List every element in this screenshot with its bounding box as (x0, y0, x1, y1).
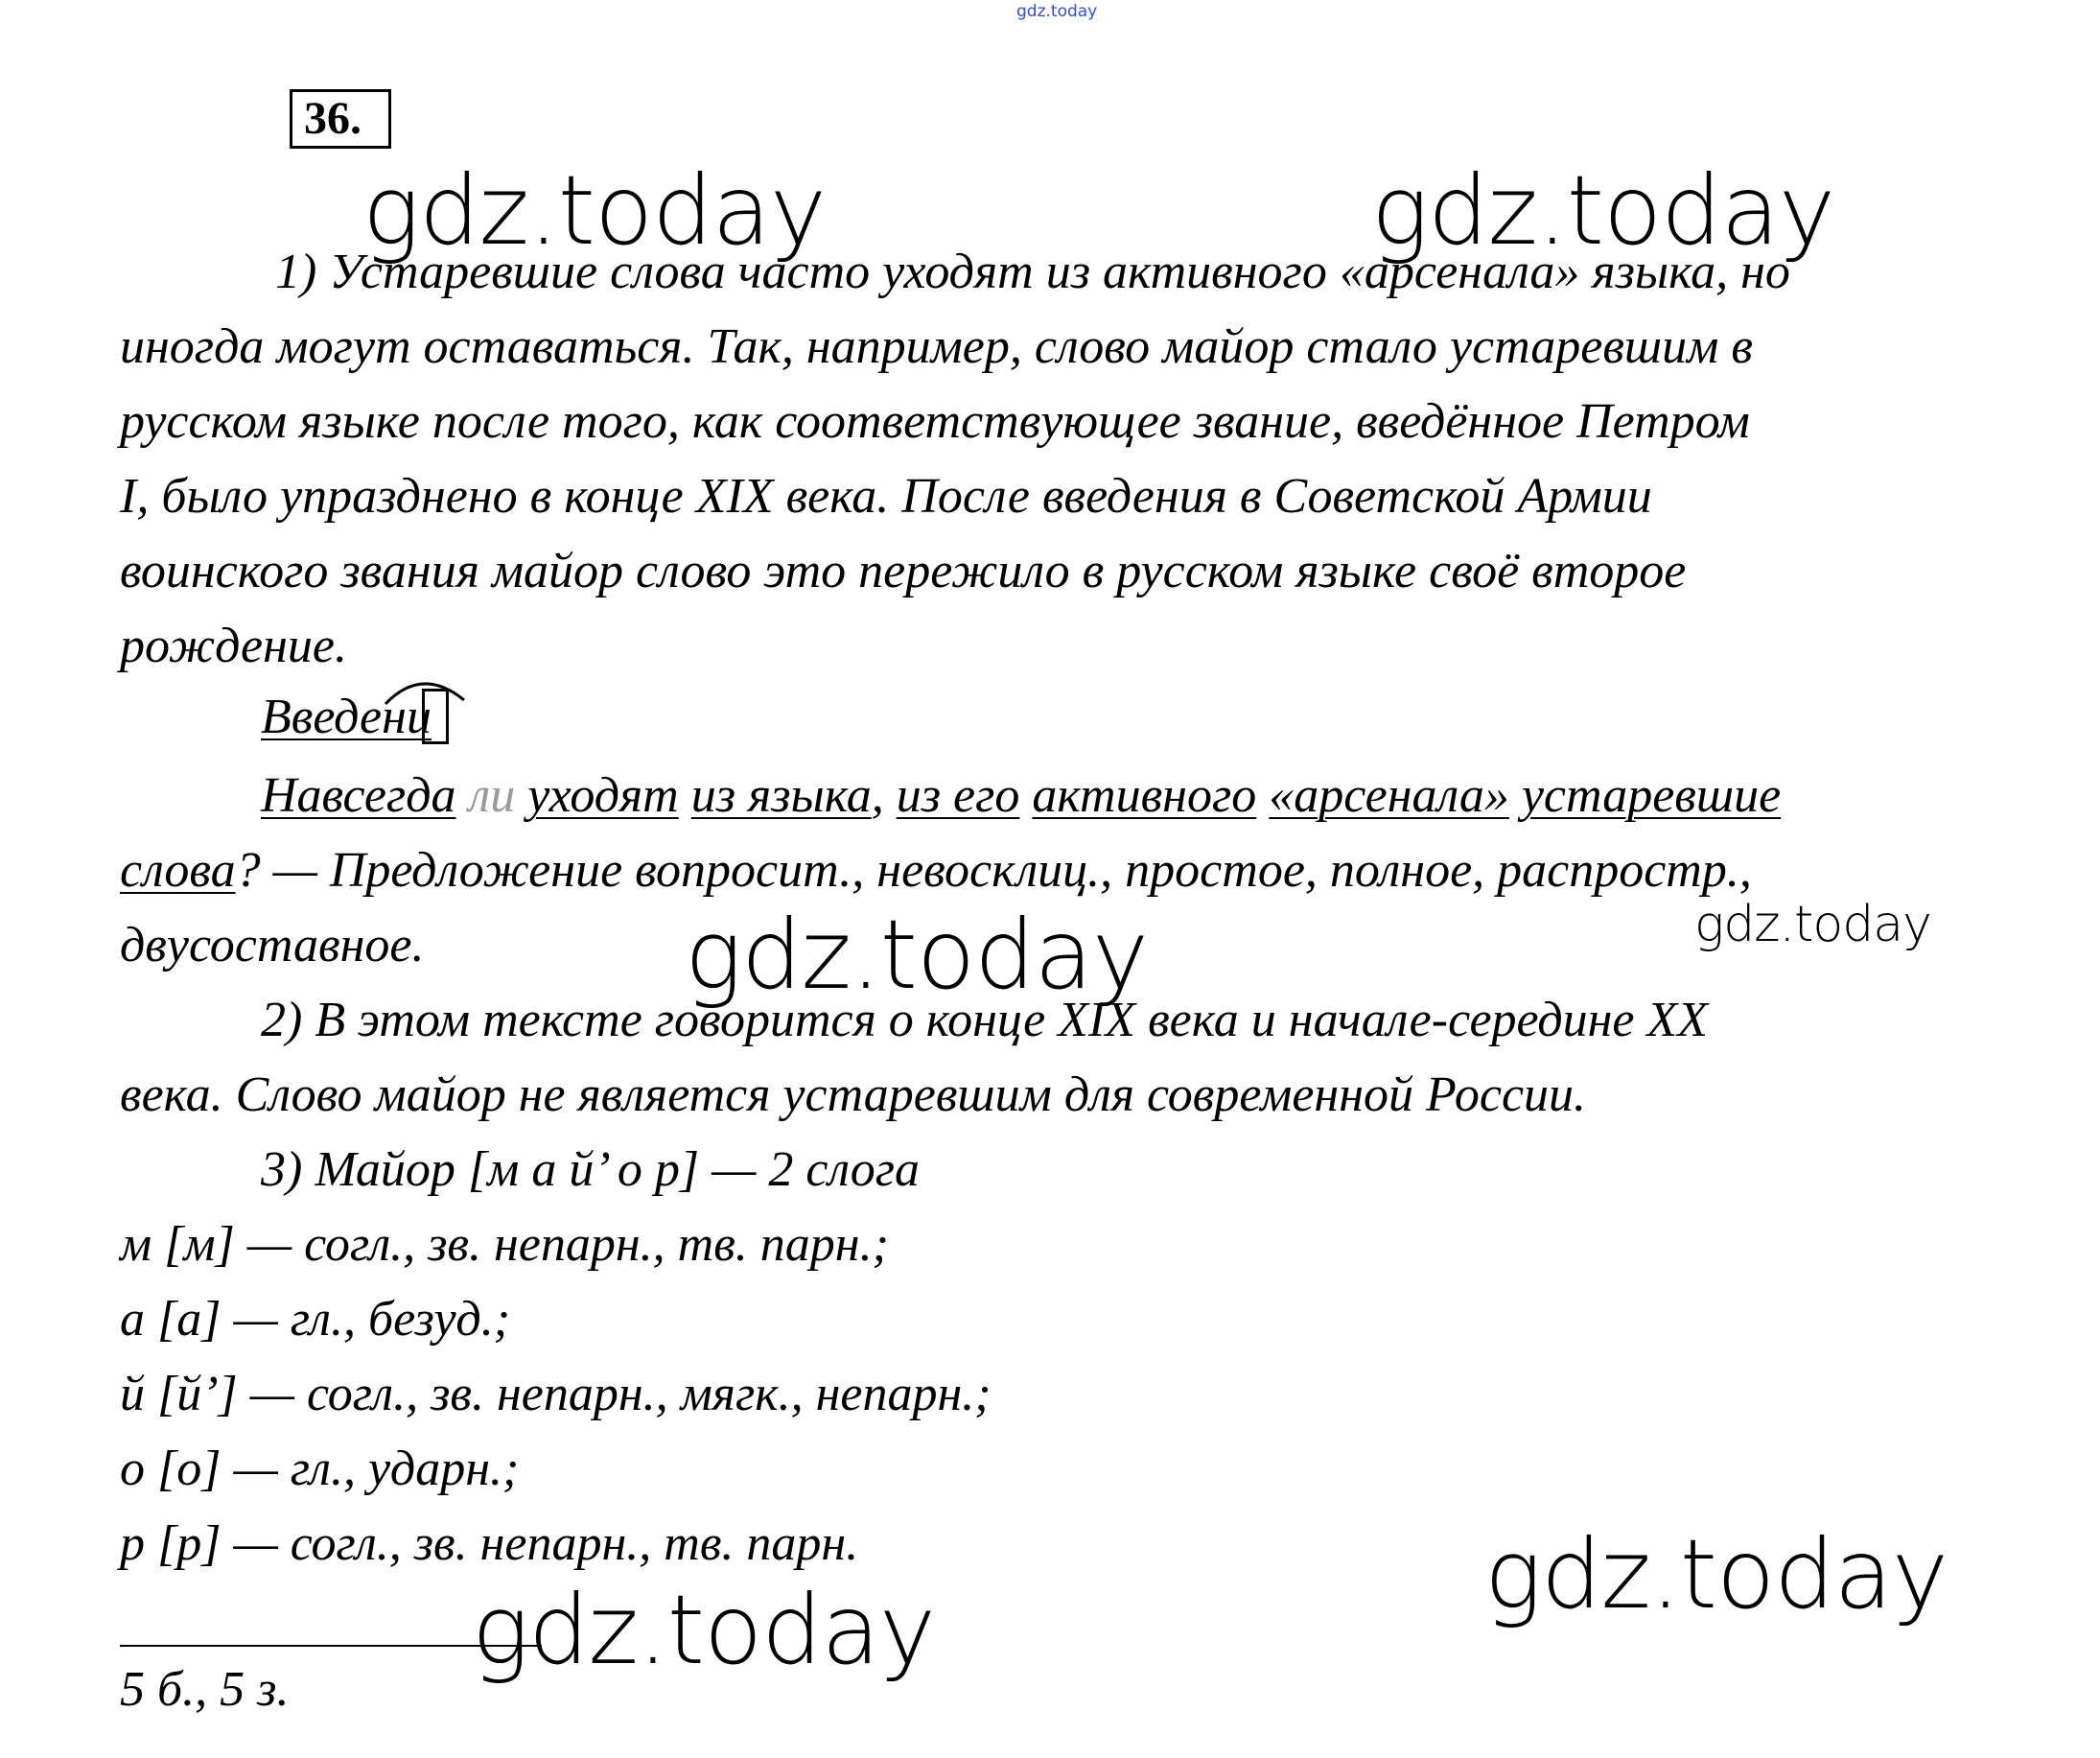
word-particle: ли (468, 768, 516, 823)
paragraph-line: 1) Устаревшие слова часто уходят из активного «арсенала» языка, но (275, 245, 1790, 299)
phonetic-line: м [м] — согл., зв. непарн., тв. парн.; (120, 1217, 889, 1272)
paragraph-line: рождение. (120, 619, 347, 673)
phonetic-line: й [й’] — согл., зв. непарн., мягк., непарн.; (120, 1367, 992, 1421)
paragraph-line: 2) В этом тексте говорится о конце XIX века и начале-середине XX (261, 993, 1709, 1047)
paragraph-line: века. Слово майор не является устаревшим для современной России. (120, 1067, 1587, 1122)
morph-word: Введени (261, 690, 432, 744)
phonetic-line: а [а] — гл., безуд.; (120, 1292, 511, 1347)
word-subject: слова (120, 843, 236, 898)
watermark: gdz.today (1371, 154, 1835, 267)
watermark: gdz.today (1694, 896, 1931, 953)
divider (120, 1645, 542, 1647)
paragraph-line: русском языке после того, как соответствующее звание, введённое Петром (120, 394, 1750, 449)
watermark: gdz.today (472, 1574, 936, 1686)
phonetic-title: 3) Майор [м а й’ о р] — 2 слога (261, 1142, 921, 1197)
word-object-2: из его (896, 768, 1020, 823)
sentence-line: двусоставное. (120, 918, 425, 973)
root-arc (384, 671, 470, 706)
sentence-characteristics: ? — Предложение вопросит., невосклиц., простое, полное, распростр., (235, 843, 1752, 898)
word-attribute: активного (1032, 768, 1257, 823)
word-predicate: уходят (527, 768, 679, 823)
sentence-line: Навсегда ли уходят из языка, из его активного «арсенала» устаревшие (261, 768, 1782, 823)
word-attribute-2: устаревшие (1521, 768, 1782, 823)
site-caption: gdz.today (1016, 2, 1098, 21)
phonetic-line: р [р] — согл., зв. непарн., тв. парн. (120, 1516, 859, 1571)
word-adverb: Навсегда (261, 768, 456, 823)
watermark: gdz.today (362, 154, 827, 267)
phonetic-line: о [о] — гл., ударн.; (120, 1442, 520, 1496)
letter-sound-count: 5 б., 5 з. (120, 1662, 290, 1717)
watermark: gdz.today (685, 899, 1149, 1011)
paragraph-line: I, было упразднено в конце XIX века. После введения в Советской Армии (120, 469, 1652, 524)
task-number: 36. (290, 89, 391, 149)
sentence-line (120, 843, 1752, 898)
paragraph-line: воинского звания майор слово это пережило в русском языке своё второе (120, 544, 1687, 598)
word-object: из языка (690, 768, 872, 823)
paragraph-line: иногда могут оставаться. Так, например, слово майор стало устаревшим в (120, 319, 1753, 374)
word-object-3: «арсенала» (1269, 768, 1509, 823)
watermark: gdz.today (1484, 1518, 1948, 1630)
